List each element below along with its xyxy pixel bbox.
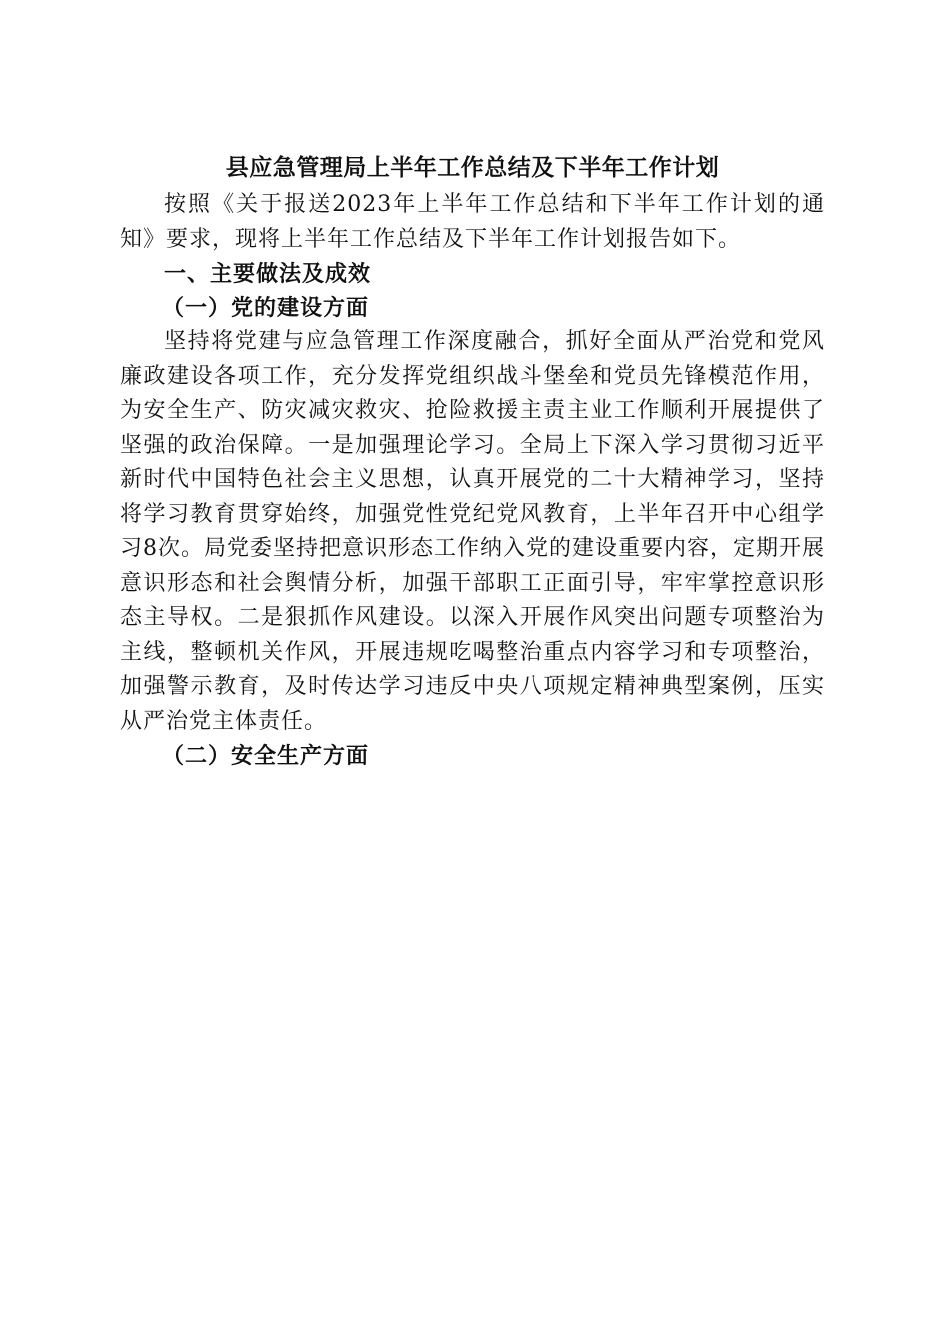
document-page bbox=[120, 148, 825, 773]
party-building-paragraph: 坚持将党建与应急管理工作深度融合，抓好全面从严治党和党风廉政建设各项工作，充分发挥党组织战斗堡垒和党员先锋模范作用，为安全生产、防灾减灾救灾、抢险救援主责主业工作顺利开展提供了坚强的政治保障。一是加强理论学习。全局上下深入学习贯彻习近平新时代中国特色社会主义思想，认真开展党的二十大精神学习，坚持将学习教育贯穿始终，加强党性党纪党风教育，上半年召开中心组学习8次。局党委坚持把意识形态工作纳入党的建设重要内容，定期开展意识形态和社会舆情分析，加强干部职工正面引导，牢牢掌控意识形态主导权。二是狠抓作风建设。以深入开展作风突出问题专项整治为主线，整顿机关作风，开展违规吃喝整治重点内容学习和专项整治，加强警示教育，及时传达学习违反中央八项规定精神典型案例，压实从严治党主体责任。 bbox=[120, 329, 825, 734]
document-title: 县应急管理局上半年工作总结及下半年工作计划 bbox=[225, 154, 720, 181]
intro-paragraph: 按照《关于报送2023年上半年工作总结和下半年工作计划的通知》要求，现将上半年工作总结及下半年工作计划报告如下。 bbox=[120, 192, 825, 252]
subsection-heading-party-building: （一）党的建设方面 bbox=[162, 295, 370, 321]
section-heading-main-measures: 一、主要做法及成效 bbox=[164, 261, 372, 287]
subsection-heading-production-safety: （二）安全生产方面 bbox=[162, 743, 370, 769]
